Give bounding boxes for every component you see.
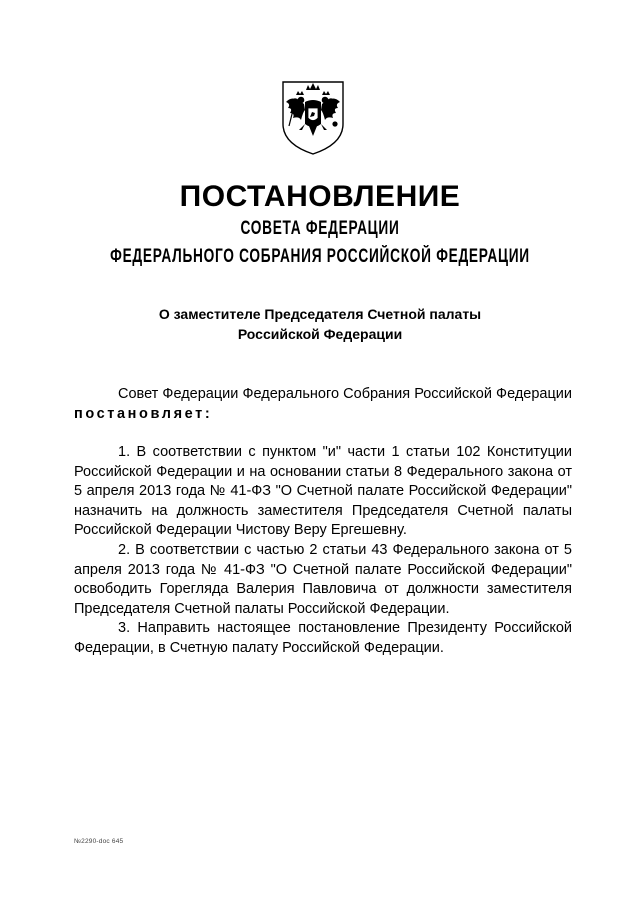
russian-coat-of-arms-icon — [279, 80, 347, 156]
document-subtitle-line2: ФЕДЕРАЛЬНОГО СОБРАНИЯ РОССИЙСКОЙ ФЕДЕРАЦИИ — [110, 246, 530, 267]
intro-verb: постановляет: — [74, 405, 213, 422]
document-subtitle-line1: СОВЕТА ФЕДЕРАЦИИ — [240, 218, 400, 239]
intro-paragraph — [74, 385, 572, 424]
intro-text: Совет Федерации Федерального Собрания Российской Федерации — [118, 386, 572, 402]
clauses-list — [74, 443, 572, 659]
document-title: ПОСТАНОВЛЕНИЕ — [179, 180, 461, 213]
document-heading — [0, 304, 640, 344]
clause-1: 1. В соответствии с пунктом "и" части 1 статьи 102 Конституции Российской Федерации и на основании статьи 8 Федерального закона от 5 апреля 2013 года № 41-ФЗ "О Счетной палате Российской Федерации" назначить на должность заместителя Председателя Счетной палаты Российской Федерации Чистову Веру Ергешевну. — [74, 444, 572, 539]
document-heading-line2: Российской Федерации — [237, 326, 403, 342]
clause-2: 2. В соответствии с частью 2 статьи 43 Федерального закона от 5 апреля 2013 года № 41-ФЗ "О Счетной палате Российской Федерации" освободить Горегляда Валерия Павловича от должности заместителя Председателя Счетной палаты Российской Федерации. — [74, 541, 572, 617]
document-footer-code: №2290-doc 645 — [74, 838, 124, 845]
document-heading-line1: О заместителе Председателя Счетной палаты — [158, 306, 482, 322]
clause-3: 3. Направить настоящее постановление Президенту Российской Федерации, в Счетную палату Российской Федерации. — [74, 620, 572, 656]
